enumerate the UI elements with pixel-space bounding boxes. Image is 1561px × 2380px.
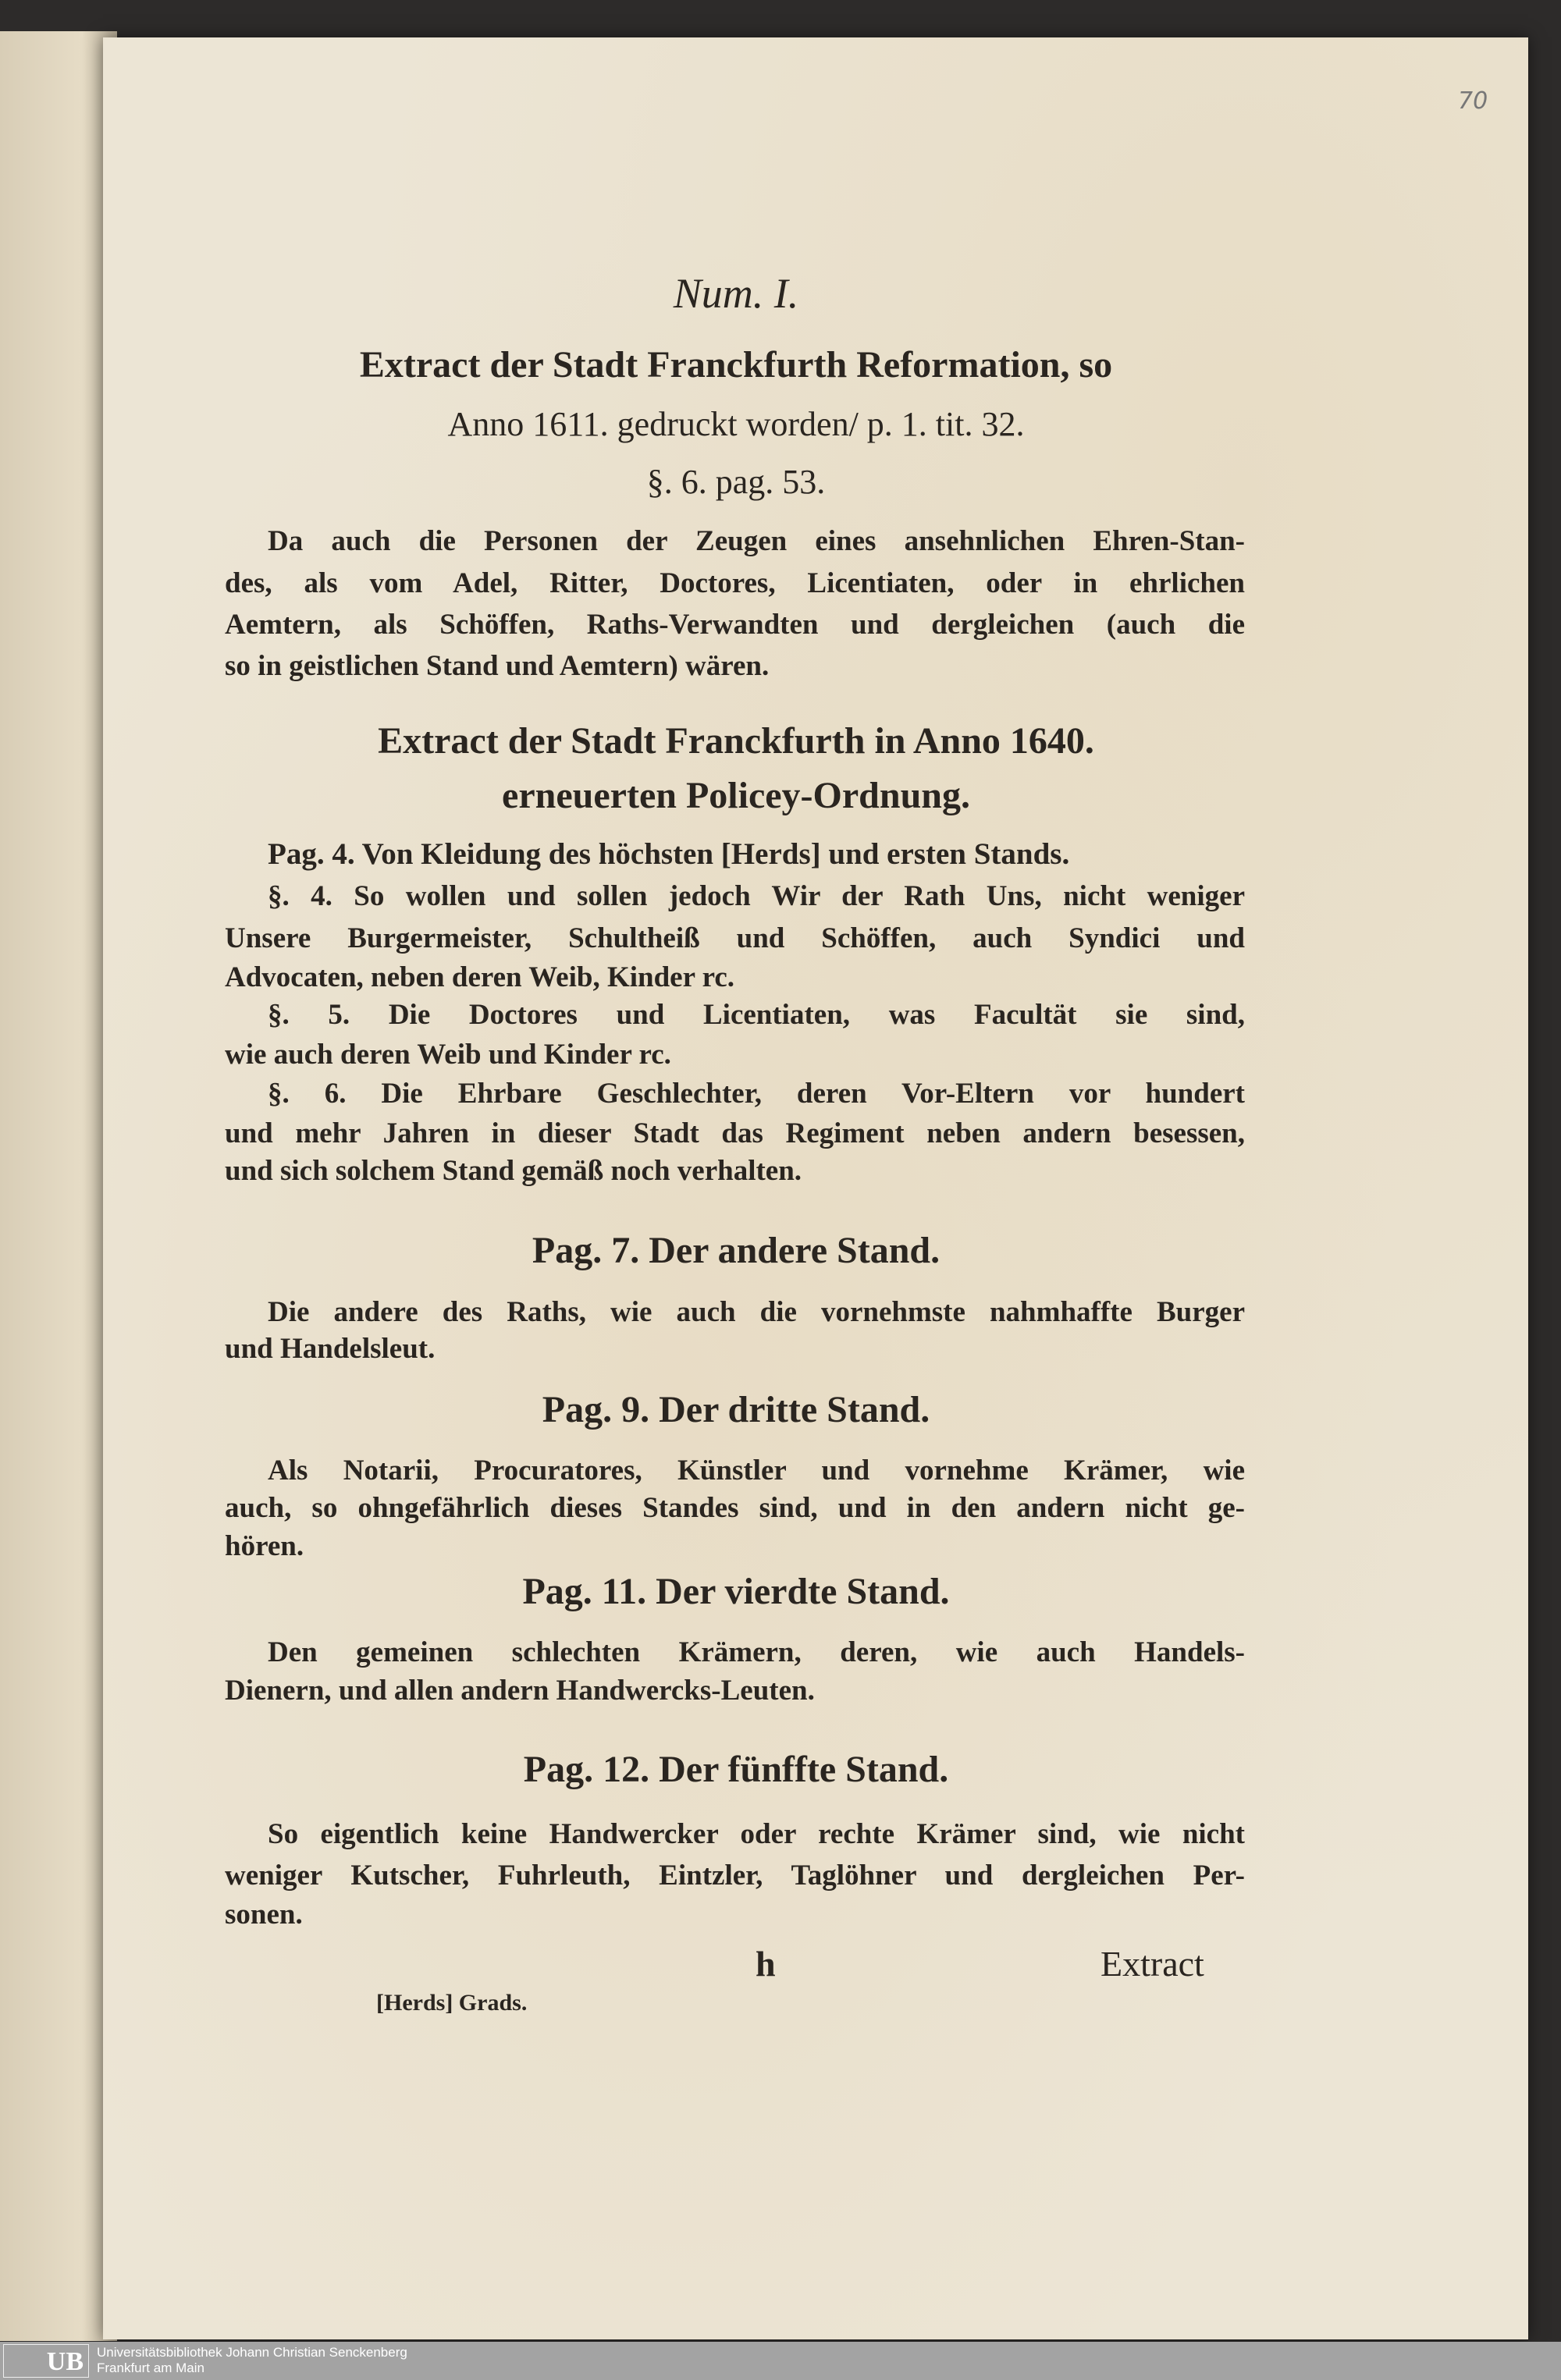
library-name: Universitätsbibliothek Johann Christian Senckenberg (97, 2345, 407, 2360)
text-line: Advocaten, neben deren Weib, Kinder rc. (225, 961, 735, 993)
library-logo: UB (3, 2344, 89, 2378)
text-line: und Handelsleut. (225, 1333, 436, 1365)
text-line: So eigentlich keine Handwercker oder rechte Krämer sind, wie nicht (268, 1818, 1245, 1850)
folio-number: 70 (1458, 87, 1488, 115)
text-line: auch, so ohngefährlich dieses Standes sind, und in den andern nicht ge- (225, 1492, 1245, 1524)
text-line: Aemtern, als Schöffen, Raths-Verwandten und dergleichen (auch die (225, 609, 1245, 641)
text-line: so in geistlichen Stand und Aemtern) wären. (225, 650, 770, 682)
pag-heading: Pag. 11. Der vierdte Stand. (522, 1571, 950, 1612)
text-line: Den gemeinen schlechten Krämern, deren, wie auch Handels- (268, 1636, 1245, 1668)
text-line: des, als vom Adel, Ritter, Doctores, Licentiaten, oder in ehrlichen (225, 567, 1245, 599)
previous-page-edge (0, 31, 117, 2341)
heading-line: Extract der Stadt Franckfurth in Anno 1640. (378, 720, 1094, 762)
heading-line: erneuerten Policey-Ordnung. (502, 775, 970, 816)
section-number: Num. I. (673, 270, 799, 317)
text-line: weniger Kutscher, Fuhrleuth, Eintzler, Taglöhner und dergleichen Per- (225, 1860, 1245, 1892)
text-line: Da auch die Personen der Zeugen eines ansehnlichen Ehren-Stan- (268, 525, 1245, 557)
footnote: [Herds] Grads. (376, 1990, 528, 2016)
library-footer (0, 2342, 1561, 2380)
text-line: §. 5. Die Doctores und Licentiaten, was Facultät sie sind, (268, 999, 1245, 1031)
text-line: wie auch deren Weib und Kinder rc. (225, 1039, 671, 1071)
text-line: Unsere Burgermeister, Schultheiß und Schöffen, auch Syndici und (225, 922, 1245, 954)
library-city: Frankfurt am Main (97, 2360, 204, 2375)
text-line: Dienern, und allen andern Handwercks-Leuten. (225, 1675, 815, 1707)
heading-line: Extract der Stadt Franckfurth Reformation, so (359, 344, 1113, 385)
text-line: Die andere des Raths, wie auch die vornehmste nahmhaffte Burger (268, 1296, 1245, 1328)
text-line: und mehr Jahren in dieser Stadt das Regiment neben andern besessen, (225, 1117, 1245, 1149)
pag-heading: Pag. 9. Der dritte Stand. (542, 1389, 930, 1430)
pag-heading: Pag. 12. Der fünffte Stand. (523, 1749, 949, 1790)
signature-mark: h (756, 1944, 776, 1984)
text-line: §. 4. So wollen und sollen jedoch Wir der Rath Uns, nicht weniger (268, 880, 1245, 912)
text-line: hören. (225, 1530, 304, 1562)
text-line: §. 6. Die Ehrbare Geschlechter, deren Vor-Eltern vor hundert (268, 1078, 1245, 1110)
heading-line: §. 6. pag. 53. (646, 463, 826, 501)
heading-line: Anno 1611. gedruckt worden/ p. 1. tit. 32. (447, 405, 1025, 443)
pag-heading: Pag. 7. Der andere Stand. (532, 1230, 941, 1271)
pag-heading: Pag. 4. Von Kleidung des höchsten [Herds] und ersten Stands. (268, 837, 1070, 871)
text-line: und sich solchem Stand gemäß noch verhalten. (225, 1155, 802, 1187)
catchword: Extract (1101, 1944, 1204, 1984)
text-line: sonen. (225, 1899, 303, 1931)
text-line: Als Notarii, Procuratores, Künstler und vornehme Krämer, wie (268, 1455, 1245, 1487)
